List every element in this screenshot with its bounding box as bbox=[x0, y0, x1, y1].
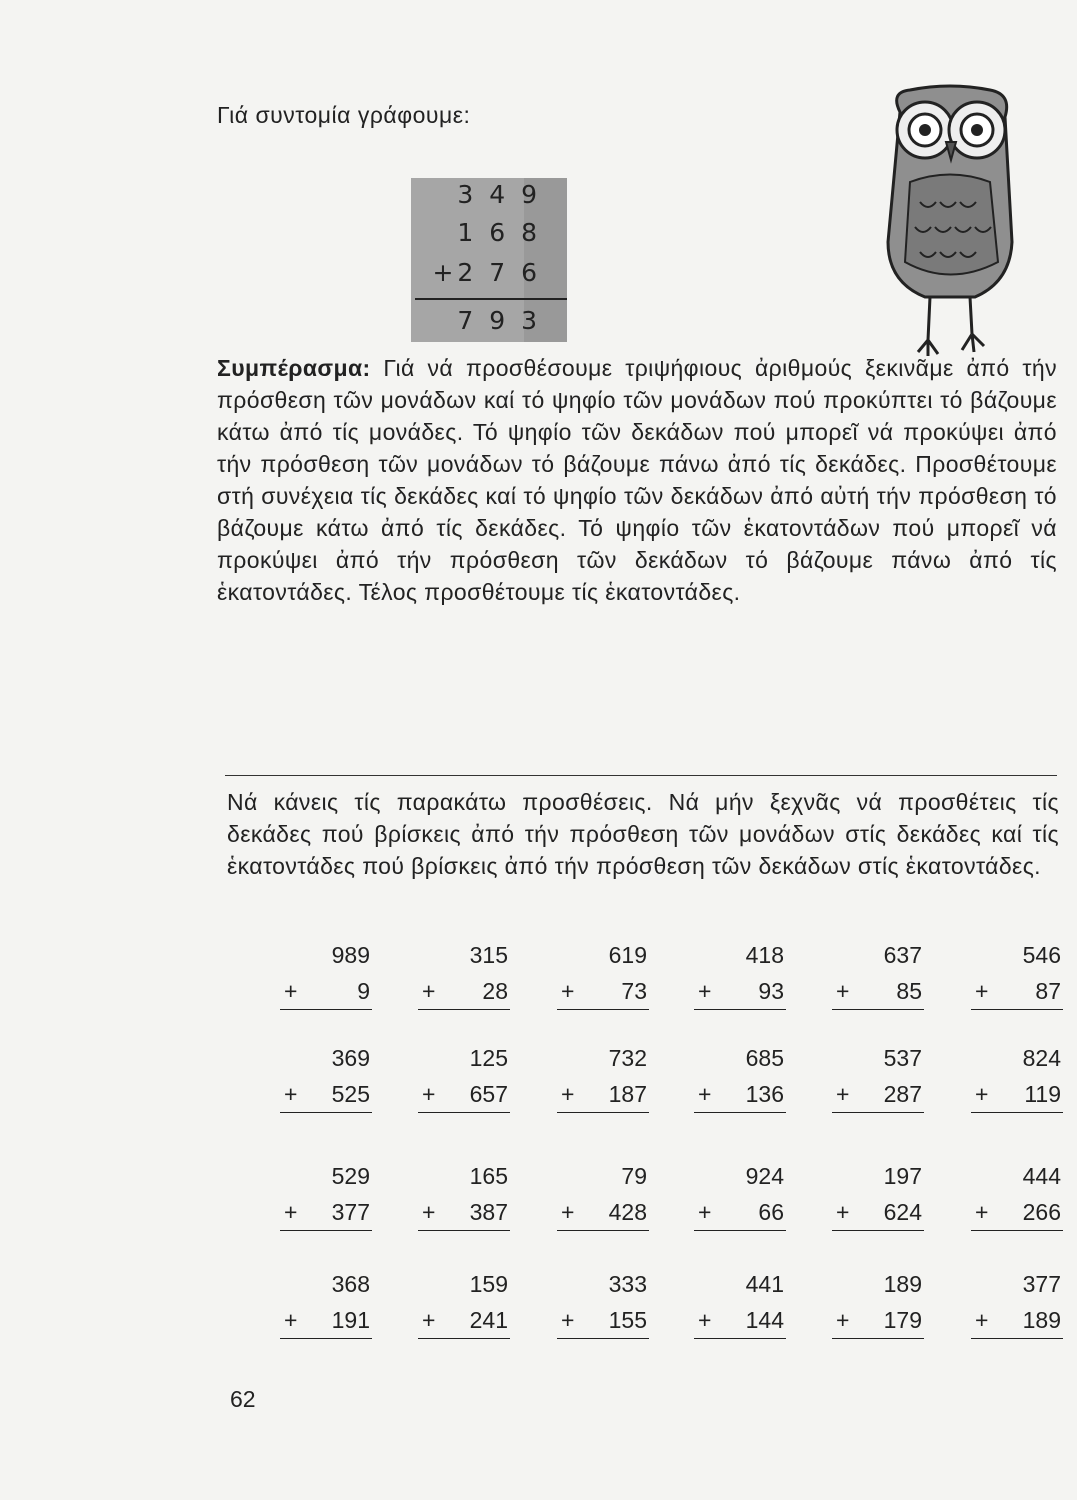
problem-first-addend: 619 bbox=[608, 942, 647, 968]
problem-second-addend: 28 bbox=[482, 978, 508, 1004]
plus-sign: + bbox=[284, 1081, 298, 1107]
problem-second-addend: 525 bbox=[331, 1081, 370, 1107]
plus-sign: + bbox=[422, 1199, 436, 1225]
problem-second-addend: 85 bbox=[896, 978, 922, 1004]
problem-second-addend: 187 bbox=[608, 1081, 647, 1107]
problem-first-addend: 546 bbox=[1022, 942, 1061, 968]
problem-first-addend: 924 bbox=[745, 1163, 784, 1189]
section-divider bbox=[225, 775, 1057, 776]
problem-first-addend: 418 bbox=[745, 942, 784, 968]
addition-problem bbox=[557, 937, 649, 1010]
plus-sign: + bbox=[422, 1307, 436, 1333]
problem-first-addend: 125 bbox=[469, 1045, 508, 1071]
problem-second-addend-row bbox=[280, 1076, 372, 1113]
plus-sign: + bbox=[836, 978, 850, 1004]
problem-second-addend-row bbox=[832, 1076, 924, 1113]
owl-illustration bbox=[880, 72, 1020, 362]
plus-sign: + bbox=[422, 978, 436, 1004]
plus-sign: + bbox=[698, 1081, 712, 1107]
problem-first-addend: 165 bbox=[469, 1163, 508, 1189]
problem-first-addend: 444 bbox=[1022, 1163, 1061, 1189]
plus-sign: + bbox=[836, 1199, 850, 1225]
addition-problem bbox=[418, 1158, 510, 1231]
plus-sign: + bbox=[561, 978, 575, 1004]
problem-second-addend-row bbox=[832, 1194, 924, 1231]
problem-first-addend: 79 bbox=[621, 1163, 647, 1189]
problem-second-addend-row bbox=[971, 1194, 1063, 1231]
problem-second-addend-row bbox=[832, 1302, 924, 1339]
problem-second-addend-row bbox=[694, 1194, 786, 1231]
plus-sign: + bbox=[284, 978, 298, 1004]
problem-first-addend: 637 bbox=[883, 942, 922, 968]
problem-second-addend-row bbox=[418, 1076, 510, 1113]
example-addition-box bbox=[411, 178, 567, 342]
problem-second-addend: 179 bbox=[883, 1307, 922, 1333]
problem-second-addend-row bbox=[418, 973, 510, 1010]
problem-first-addend: 989 bbox=[331, 942, 370, 968]
addition-problem bbox=[694, 937, 786, 1010]
plus-sign: + bbox=[284, 1199, 298, 1225]
problem-second-addend: 287 bbox=[883, 1081, 922, 1107]
problem-second-addend-row bbox=[832, 973, 924, 1010]
addition-problem bbox=[832, 1266, 924, 1339]
problem-second-addend: 624 bbox=[883, 1199, 922, 1225]
problem-second-addend: 657 bbox=[469, 1081, 508, 1107]
problem-second-addend-row bbox=[280, 1194, 372, 1231]
plus-sign: + bbox=[561, 1307, 575, 1333]
plus-sign: + bbox=[698, 1199, 712, 1225]
problem-second-addend-row bbox=[280, 973, 372, 1010]
problem-second-addend-row bbox=[557, 1302, 649, 1339]
problem-second-addend: 387 bbox=[469, 1199, 508, 1225]
problem-second-addend-row bbox=[971, 973, 1063, 1010]
addition-problem bbox=[694, 1040, 786, 1113]
addition-problem bbox=[418, 1040, 510, 1113]
plus-sign: + bbox=[975, 1081, 989, 1107]
problem-second-addend: 155 bbox=[608, 1307, 647, 1333]
plus-sign: + bbox=[698, 978, 712, 1004]
problem-second-addend-row bbox=[694, 973, 786, 1010]
problem-first-addend: 197 bbox=[883, 1163, 922, 1189]
addition-problem bbox=[280, 1266, 372, 1339]
problem-first-addend: 732 bbox=[608, 1045, 647, 1071]
problem-first-addend: 189 bbox=[883, 1271, 922, 1297]
addition-problem bbox=[418, 937, 510, 1010]
problem-second-addend: 119 bbox=[1024, 1081, 1061, 1107]
problem-second-addend: 9 bbox=[357, 978, 370, 1004]
addition-problem bbox=[418, 1266, 510, 1339]
problem-second-addend: 377 bbox=[331, 1199, 370, 1225]
example-sum-line bbox=[415, 298, 567, 300]
addition-problem bbox=[280, 1040, 372, 1113]
problem-second-addend: 87 bbox=[1035, 978, 1061, 1004]
addition-problem bbox=[557, 1040, 649, 1113]
conclusion-paragraph bbox=[217, 352, 1057, 608]
plus-sign: + bbox=[561, 1199, 575, 1225]
problem-second-addend-row bbox=[280, 1302, 372, 1339]
addition-problem bbox=[694, 1158, 786, 1231]
example-row-2: 1 6 8 bbox=[457, 218, 541, 247]
problem-second-addend-row bbox=[557, 1194, 649, 1231]
problem-first-addend: 368 bbox=[331, 1271, 370, 1297]
addition-problem bbox=[971, 1040, 1063, 1113]
problem-second-addend: 189 bbox=[1022, 1307, 1061, 1333]
addition-problem bbox=[971, 1158, 1063, 1231]
problem-first-addend: 377 bbox=[1022, 1271, 1061, 1297]
problem-second-addend-row bbox=[971, 1302, 1063, 1339]
example-result: 7 9 3 bbox=[457, 306, 541, 335]
problem-second-addend-row bbox=[971, 1076, 1063, 1113]
plus-sign: + bbox=[975, 1199, 989, 1225]
problem-second-addend-row bbox=[557, 1076, 649, 1113]
problem-second-addend: 191 bbox=[331, 1307, 370, 1333]
plus-sign: + bbox=[975, 978, 989, 1004]
plus-sign: + bbox=[284, 1307, 298, 1333]
intro-text: Γιά συντομία γράφουμε: bbox=[217, 102, 471, 128]
problem-second-addend: 428 bbox=[608, 1199, 647, 1225]
problem-first-addend: 685 bbox=[745, 1045, 784, 1071]
problem-second-addend: 136 bbox=[745, 1081, 784, 1107]
addition-problem bbox=[971, 937, 1063, 1010]
problem-second-addend: 66 bbox=[758, 1199, 784, 1225]
example-row-1: 3 4 9 bbox=[457, 180, 541, 209]
example-row-3: +2 7 6 bbox=[432, 258, 541, 287]
problem-first-addend: 824 bbox=[1022, 1045, 1061, 1071]
addition-problem bbox=[832, 937, 924, 1010]
addition-problem bbox=[280, 937, 372, 1010]
addition-problem bbox=[832, 1158, 924, 1231]
problem-first-addend: 529 bbox=[331, 1163, 370, 1189]
problem-second-addend-row bbox=[557, 973, 649, 1010]
problem-second-addend-row bbox=[418, 1302, 510, 1339]
addition-problem bbox=[557, 1158, 649, 1231]
addition-problem bbox=[832, 1040, 924, 1113]
problem-second-addend-row bbox=[694, 1302, 786, 1339]
problem-second-addend-row bbox=[418, 1194, 510, 1231]
problem-first-addend: 159 bbox=[469, 1271, 508, 1297]
problem-first-addend: 333 bbox=[608, 1271, 647, 1297]
problem-first-addend: 441 bbox=[745, 1271, 784, 1297]
problem-second-addend: 241 bbox=[469, 1307, 508, 1333]
plus-sign: + bbox=[836, 1307, 850, 1333]
problem-first-addend: 537 bbox=[883, 1045, 922, 1071]
addition-problem bbox=[971, 1266, 1063, 1339]
addition-problem bbox=[280, 1158, 372, 1231]
problem-second-addend: 266 bbox=[1022, 1199, 1061, 1225]
problem-second-addend: 144 bbox=[745, 1307, 784, 1333]
problem-first-addend: 369 bbox=[331, 1045, 370, 1071]
problem-second-addend: 93 bbox=[758, 978, 784, 1004]
plus-sign: + bbox=[836, 1081, 850, 1107]
plus-sign: + bbox=[698, 1307, 712, 1333]
problem-first-addend: 315 bbox=[469, 942, 508, 968]
conclusion-text: Γιά νά προσθέσουμε τριψήφιους ἀριθμούς ξεκινᾶμε ἀπό τήν πρόσθεση τῶν μονάδων καί τό ψηφίο τῶν μονάδων πού προκύπτει τό βάζουμε κάτω ἀπό τίς μονάδες. Τό ψηφίο τῶν δεκάδων πού μπορεῖ νά προκύψει ἀπό τήν πρόσθεση τῶν μονάδων τό βάζουμε πάνω ἀπό τίς δεκάδες. Προσθέτουμε στή συνέχεια τίς δεκάδες καί τό ψηφίο τῶν δεκάδων ἀπό αὐτή τήν πρόσθεση τό βάζουμε κάτω ἀπό τίς δεκάδες. Τό ψηφίο τῶν ἑκατοντάδων πού μπορεῖ νά προκύψει ἀπό τήν πρόσθεση τῶν δεκάδων τό βάζουμε πάνω ἀπό τίς ἑκατοντάδες. Τέλος προσθέτουμε τίς ἑκατοντάδες. bbox=[217, 355, 1057, 605]
problem-second-addend: 73 bbox=[621, 978, 647, 1004]
exercise-instructions: Νά κάνεις τίς παρακάτω προσθέσεις. Νά μήν ξεχνᾶς νά προσθέτεις τίς δεκάδες πού βρίσκεις ἀπό τήν πρόσθεση τῶν μονάδων στίς δεκάδες καί τίς ἑκατοντάδες πού βρίσκεις ἀπό τήν πρόσθεση τῶν δεκάδων στίς ἑκατοντάδες. bbox=[227, 789, 1059, 879]
problem-second-addend-row bbox=[694, 1076, 786, 1113]
addition-problem bbox=[557, 1266, 649, 1339]
plus-sign: + bbox=[422, 1081, 436, 1107]
addition-problem bbox=[694, 1266, 786, 1339]
plus-sign: + bbox=[975, 1307, 989, 1333]
conclusion-label: Συμπέρασμα: bbox=[217, 355, 371, 381]
page-number: 62 bbox=[230, 1386, 256, 1412]
plus-sign: + bbox=[561, 1081, 575, 1107]
